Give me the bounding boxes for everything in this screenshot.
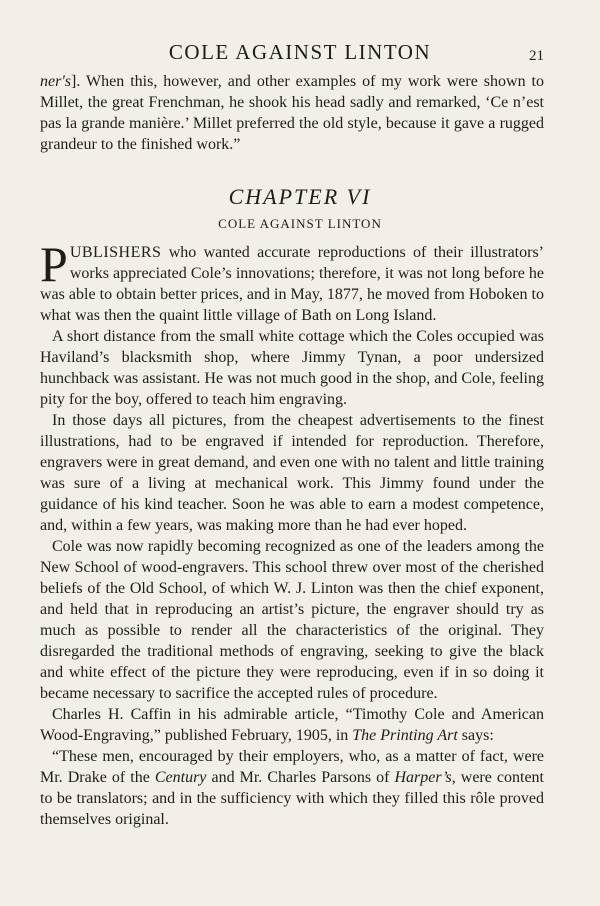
paragraph-5: [40, 704, 544, 746]
paragraph-1: [40, 236, 544, 326]
paragraph-6-text-b: and Mr. Charles Parsons of: [206, 769, 395, 786]
magazine-century: Century: [154, 769, 207, 786]
italic-fragment: ner's: [40, 73, 71, 90]
paragraph-4: Cole was now rapidly becoming recognized as one of the leaders among the New School of wood-engravers. This school threw over most of the cherished beliefs of the Old School, of which W. J. Linton was then the chief exponent, and held that in reproducing an artist’s picture, the engraver should try as much as possible to render all the characteristics of the original. They disregarded the traditional methods of engraving, seeking to give the black and white effect of the picture they were reproducing, even if in so doing it became necessary to sacrifice the accepted rules of procedure.: [40, 538, 544, 702]
paragraph-5-text-b: says:: [457, 727, 494, 744]
magazine-harpers: Harper’s: [394, 769, 452, 786]
running-head: COLE AGAINST LINTON: [168, 40, 432, 64]
lead-word: UBLISHERS: [69, 244, 162, 261]
publication-title: The Printing Art: [352, 727, 458, 744]
chapter-title: CHAPTER VI: [228, 184, 372, 209]
chapter-subtitle: COLE AGAINST LINTON: [218, 216, 382, 231]
paragraph-6-text-a: “These men, encouraged by their employers, who, as a matter of fact, were Mr. Drake of the: [40, 748, 544, 786]
paragraph-3: In those days all pictures, from the cheapest advertisements to the finest illustrations, had to be engraved if intended for reproduction. Therefore, engravers were in great demand, and even one with no talent and little training was sure of a living at mechanical work. This Jimmy found under the guidance of his kind teacher. Soon he was able to earn a modest competence, and, within a few years, was making more than he had ever hoped.: [40, 412, 544, 534]
paragraph-6-text-c: , were content to be translators; and in the sufficiency with which they filled this rôle proved themselves original.: [40, 769, 544, 828]
drop-cap: P: [40, 236, 68, 292]
continuation-block: [40, 71, 544, 155]
paragraph-1-text: who wanted accurate reproductions of their illustrators’ works appreciated Cole’s innovations; therefore, it was not long before he was able to obtain better prices, and in May, 1877, he moved from Hoboken to what was then the quaint little village of Bath on Long Island.: [40, 244, 544, 324]
chapter-body: [40, 236, 544, 830]
paragraph-2: A short distance from the small white cottage which the Coles occupied was Haviland’s blacksmith shop, where Jimmy Tynan, a poor undersized hunchback was assistant. He was not much good in the shop, and Cole, feeling pity for the boy, offered to teach him engraving.: [40, 328, 544, 408]
continuation-text: ]. When this, however, and other examples of my work were shown to Millet, the great Frenchman, he shook his head sadly and remarked, ‘Ce n’est pas la grande manière.’ Millet preferred the old style, because it gave a rugged grandeur to the finished work.”: [40, 73, 544, 153]
continuation-paragraph: [40, 71, 544, 155]
paragraph-6: [40, 746, 544, 830]
page-number: 21: [529, 48, 544, 64]
paragraph-5-text-a: Charles H. Caffin in his admirable article, “Timothy Cole and American Wood-Engraving,” published February, 1905, in: [40, 706, 544, 744]
